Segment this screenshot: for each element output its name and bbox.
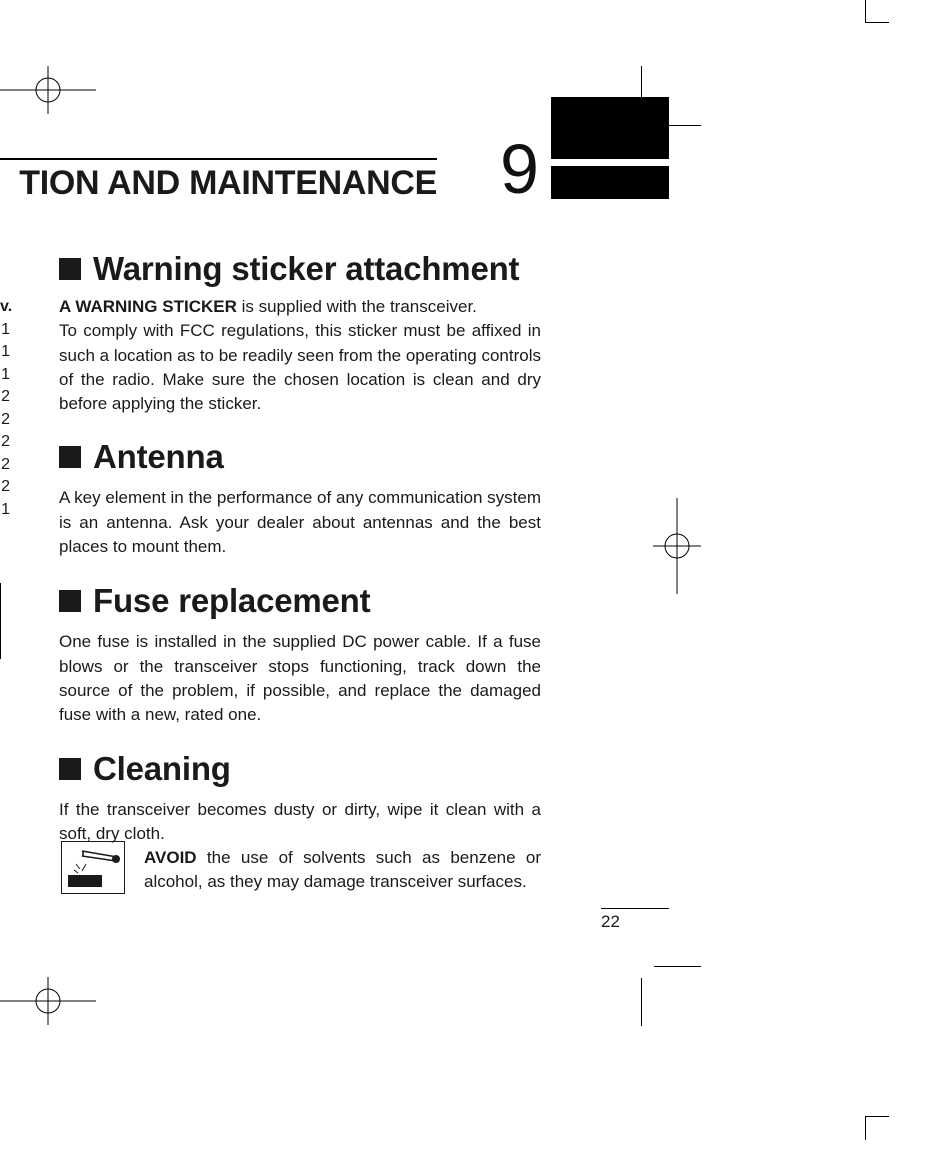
- solvent-caution-icon: [61, 841, 125, 894]
- square-bullet-icon: [59, 758, 81, 780]
- fragment: 2: [1, 433, 10, 450]
- fragment: 1: [1, 320, 10, 338]
- fragment: v.: [0, 298, 13, 315]
- main-content: [59, 248, 541, 846]
- fragment: 2: [1, 478, 10, 495]
- heading-text: Cleaning: [93, 749, 231, 787]
- caution-bold: AVOID: [144, 848, 197, 867]
- page-number: 22: [601, 912, 620, 931]
- section-paragraph: One fuse is installed in the supplied DC power cable. If a fuse blows or the transceiver stops functioning, track down the source of the problem, if possible, and replace the damaged fuse with a new, rated one.: [59, 632, 541, 725]
- fragment: 2: [1, 410, 10, 428]
- heading-text: Fuse replacement: [93, 582, 371, 620]
- heading-text: Warning sticker attachment: [93, 250, 520, 287]
- fragment: 2: [1, 455, 10, 473]
- paragraph-text: is supplied with the transceiver.: [236, 297, 477, 316]
- fragment: 1: [1, 365, 10, 383]
- fragment: 1: [1, 500, 10, 518]
- square-bullet-icon: [59, 258, 81, 280]
- page-number-rule: [601, 908, 669, 909]
- paragraph-text: To comply with FCC regulations, this sticker must be affixed in such a location as to be readily seen from the operating controls of the radio. Make sure the chosen location is clean and dry before applying the sticker.: [59, 321, 541, 414]
- chapter-number: 9: [500, 130, 539, 208]
- square-bullet-icon: [59, 446, 81, 468]
- registration-mark-icon: [0, 66, 96, 114]
- section-paragraph: If the transceiver becomes dusty or dirty, wipe it clean with a soft, dry cloth.: [59, 799, 541, 843]
- left-edge-rule: [0, 583, 1, 659]
- square-bullet-icon: [59, 590, 81, 612]
- section-paragraph: A key element in the performance of any communication system is an antenna. Ask your dealer about antennas and the best places to mount them.: [59, 488, 541, 557]
- section-paragraph: [59, 295, 541, 416]
- heading-text: Antenna: [93, 438, 224, 476]
- chapter-title: TION AND MAINTENANCE: [19, 164, 437, 202]
- chapter-tab-upper: [551, 97, 669, 159]
- section-heading: [59, 436, 541, 478]
- registration-mark-icon: [0, 977, 96, 1025]
- chapter-title-rule: [0, 158, 437, 160]
- caution-body: the use of solvents such as benzene or alcohol, as they may damage transceiver surfaces.: [144, 848, 541, 892]
- fragment: 2: [1, 388, 10, 405]
- chapter-tab-lower: [551, 166, 669, 199]
- left-column-fragments: [0, 296, 13, 521]
- registration-mark-icon: [653, 498, 701, 594]
- section-heading: [59, 580, 541, 622]
- fragment: 1: [1, 343, 10, 360]
- section-heading: [59, 748, 541, 790]
- section-heading: [59, 248, 541, 290]
- bold-lead: A WARNING STICKER: [59, 297, 237, 316]
- caution-text: [144, 846, 541, 895]
